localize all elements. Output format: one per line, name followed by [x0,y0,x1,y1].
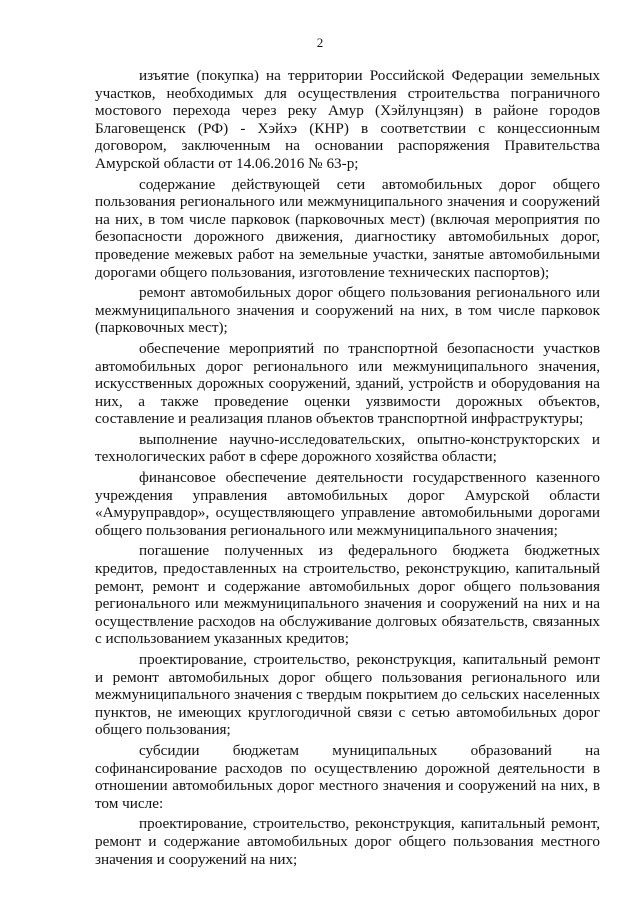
paragraph-loan-repayment: погашение полученных из федерального бюджета бюджетных кредитов, предоставленных на строительство, реконструкцию, капитальный ремонт, ремонт и содержание автомобильных дорог общего пользования регионального или межмуниципального значения и сооружений на них и на осуществление расходов на обслуживание долговых обязательств, связанных с использованием указанных кредитов; [95,542,600,648]
paragraph-road-maintenance: содержание действующей сети автомобильных дорог общего пользования регионального или межмуниципального значения и сооружений на них, в том числе парковок (парковочных мест) (включая мероприятия по безопасности дорожного движения, диагностику автомобильных дорог, проведение межевых работ на земельные участки, занятые автомобильными дорогами общего пользования, изготовление технических паспортов); [95,175,600,281]
document-body [95,67,600,871]
paragraph-road-repair: ремонт автомобильных дорог общего пользования регионального или межмуниципального значения и сооружений на них, в том числе парковок (парковочных мест); [95,284,600,337]
paragraph-research-works: выполнение научно-исследовательских, опытно-конструкторских и технологических работ в сфере дорожного хозяйства области; [95,430,600,466]
paragraph-local-roads: проектирование, строительство, реконструкция, капитальный ремонт, ремонт и содержание автомобильных дорог общего пользования местного значения и сооружений на них; [95,815,600,868]
page-number: 2 [316,35,324,50]
paragraph-land-acquisition: изъятие (покупка) на территории Российской Федерации земельных участков, необходимых для осуществления строительства пограничного мостового перехода через реку Амур (Хэйлунцзян) в районе городов Благовещенск (РФ) - Хэйхэ (КНР) в соответствии с концессионным договором, заключенным на основании распоряжения Правительства Амурской области от 14.06.2016 № 63-р; [95,67,600,172]
paragraph-transport-security: обеспечение мероприятий по транспортной безопасности участков автомобильных дорог регионального или межмуниципального значения, искусственных дорожных сооружений, зданий, устройств и оборудования на них, а также проведение оценки уязвимости дорожных объектов, составление и реализация планов объектов транспортной инфраструктуры; [95,339,600,428]
paragraph-municipal-subsidies: субсидии бюджетам муниципальных образований на софинансирование расходов по осуществлению дорожной деятельности в отношении автомобильных дорог местного значения и сооружений на них, в том числе: [95,741,600,812]
paragraph-financial-support: финансовое обеспечение деятельности государственного казенного учреждения управления автомобильных дорог Амурской области «Амуруправдор», осуществляющего управление автомобильными дорогами общего пользования регионального или межмуниципального значения; [95,469,600,539]
paragraph-rural-roads: проектирование, строительство, реконструкция, капитальный ремонт и ремонт автомобильных дорог общего пользования регионального или межмуниципального значения с твердым покрытием до сельских населенных пунктов, не имеющих круглогодичной связи с сетью автомобильных дорог общего пользования; [95,651,600,739]
